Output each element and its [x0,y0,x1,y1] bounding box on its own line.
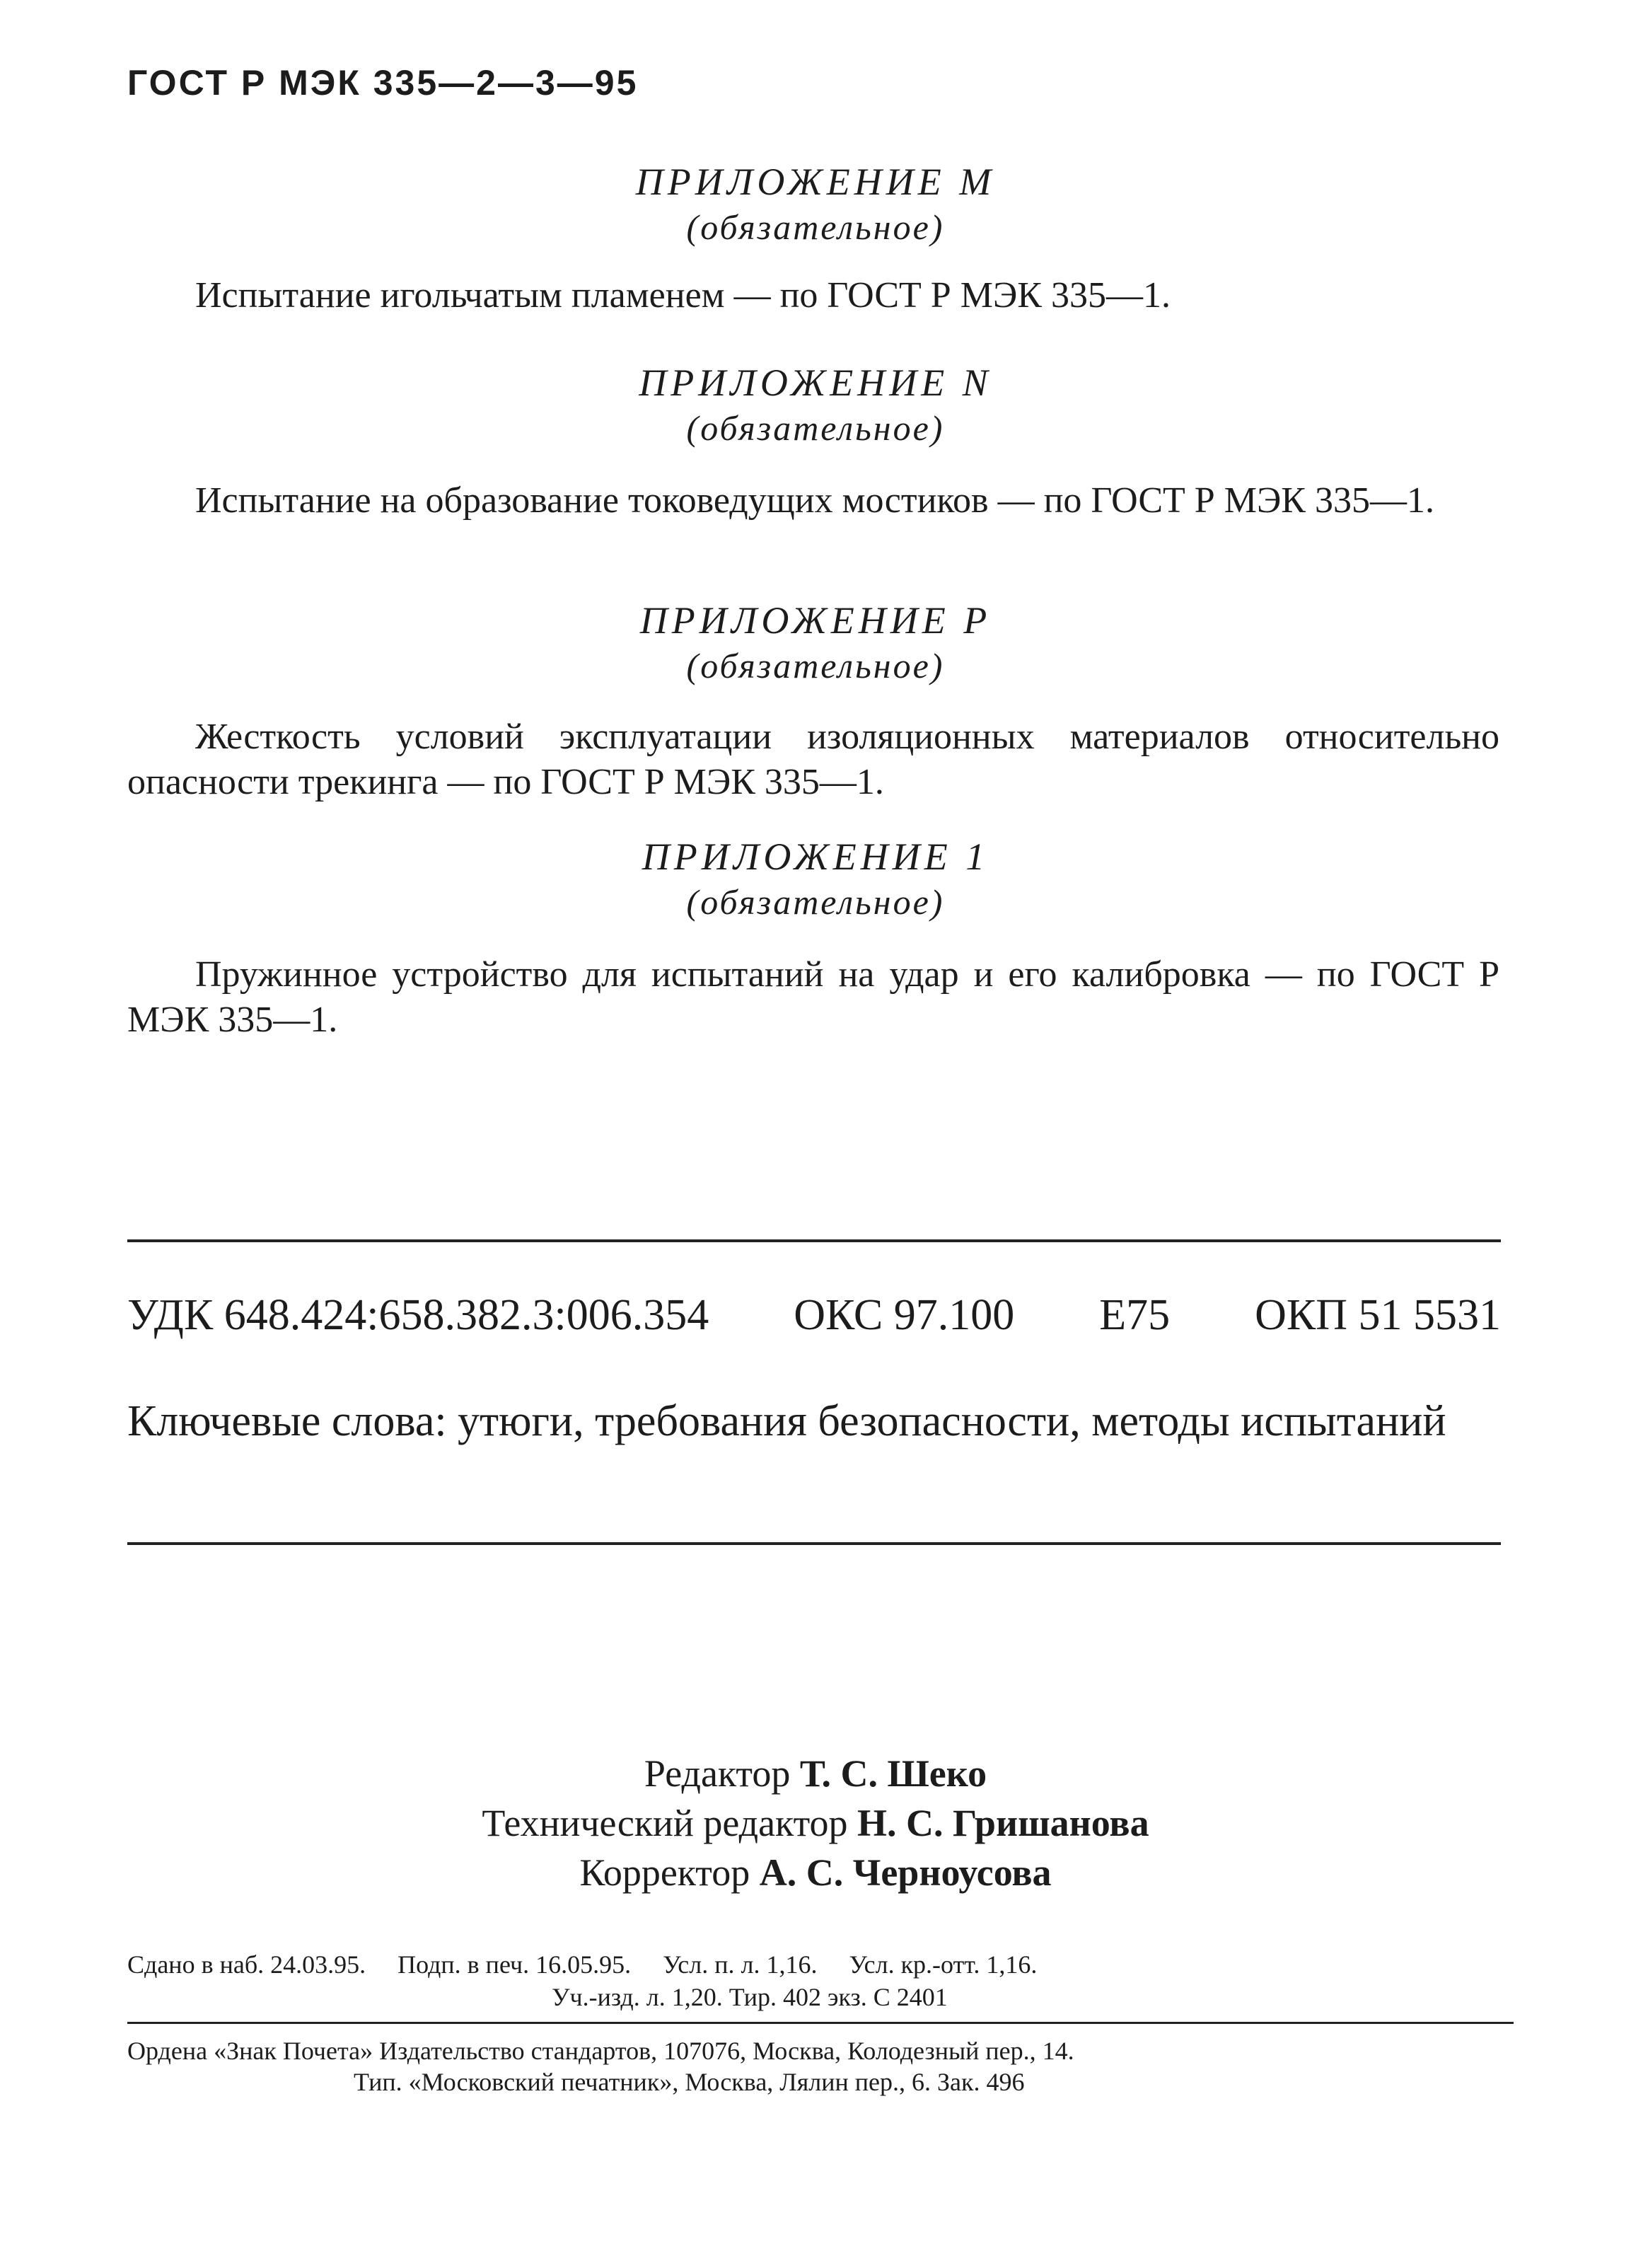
appendix-m-text: Испытание игольчатым пламенем — по ГОСТ Р МЭК 335—1. [195,275,1171,316]
imprint-line-3: Ордена «Знак Почета» Издательство стандартов, 107076, Москва, Колодезный пер., 14. [127,2037,1074,2065]
credit-name: А. С. Черноусова [759,1851,1052,1894]
appendix-n-subtitle: (обязательное) [686,408,945,448]
imprint-line-2: Уч.-изд. л. 1,20. Тир. 402 экз. С 2401 [552,1983,948,2011]
e-code: Е75 [1099,1291,1171,1339]
appendix-m-title: ПРИЛОЖЕНИЕ М [635,161,996,203]
credit-role: Редактор [644,1752,791,1795]
oks-code: ОКС 97.100 [794,1291,1015,1339]
divider-bottom [127,1542,1501,1545]
credit-editor [0,1752,1631,1795]
appendix-p-title: ПРИЛОЖЕНИЕ Р [639,599,992,642]
udk-code: УДК 648.424:658.382.3:006.354 [127,1291,709,1339]
appendix-p-text: Жесткость условий эксплуатации изоляционных материалов относительно опасности трекинга — по ГОСТ Р МЭК 335—1. [127,717,1499,802]
appendix-n-text: Испытание на образование токоведущих мостиков — по ГОСТ Р МЭК 335—1. [195,480,1434,521]
credit-corrector [0,1851,1631,1894]
appendix-1-text: Пружинное устройство для испытаний на удар и его калибровка — по ГОСТ Р МЭК 335—1. [127,954,1499,1040]
credit-name: Н. С. Гришанова [857,1802,1149,1844]
imprint-divider [127,2022,1514,2024]
imprint-line-1: Сдано в наб. 24.03.95. Подп. в печ. 16.05.95. Усл. п. л. 1,16. Усл. кр.-отт. 1,16. [127,1950,1038,1979]
appendix-n-title: ПРИЛОЖЕНИЕ N [639,361,992,404]
okp-code: ОКП 51 5531 [1255,1291,1501,1339]
credit-name: Т. С. Шеко [799,1752,987,1795]
credit-role: Корректор [579,1851,750,1894]
divider-top [127,1239,1501,1242]
appendix-p-subtitle: (обязательное) [686,646,945,685]
classification-line [127,1290,1501,1341]
imprint-line-4: Тип. «Московский печатник», Москва, Лялин пер., 6. Зак. 496 [354,2068,1025,2096]
appendix-m-subtitle: (обязательное) [686,207,945,247]
credit-role: Технический редактор [482,1802,848,1844]
credit-tech-editor [0,1801,1631,1845]
appendix-1-subtitle: (обязательное) [686,882,945,922]
page-header: ГОСТ Р МЭК 335—2—3—95 [127,63,639,103]
keywords: Ключевые слова: утюги, требования безопасности, методы испытаний [127,1397,1446,1445]
appendix-1-title: ПРИЛОЖЕНИЕ 1 [642,835,989,878]
